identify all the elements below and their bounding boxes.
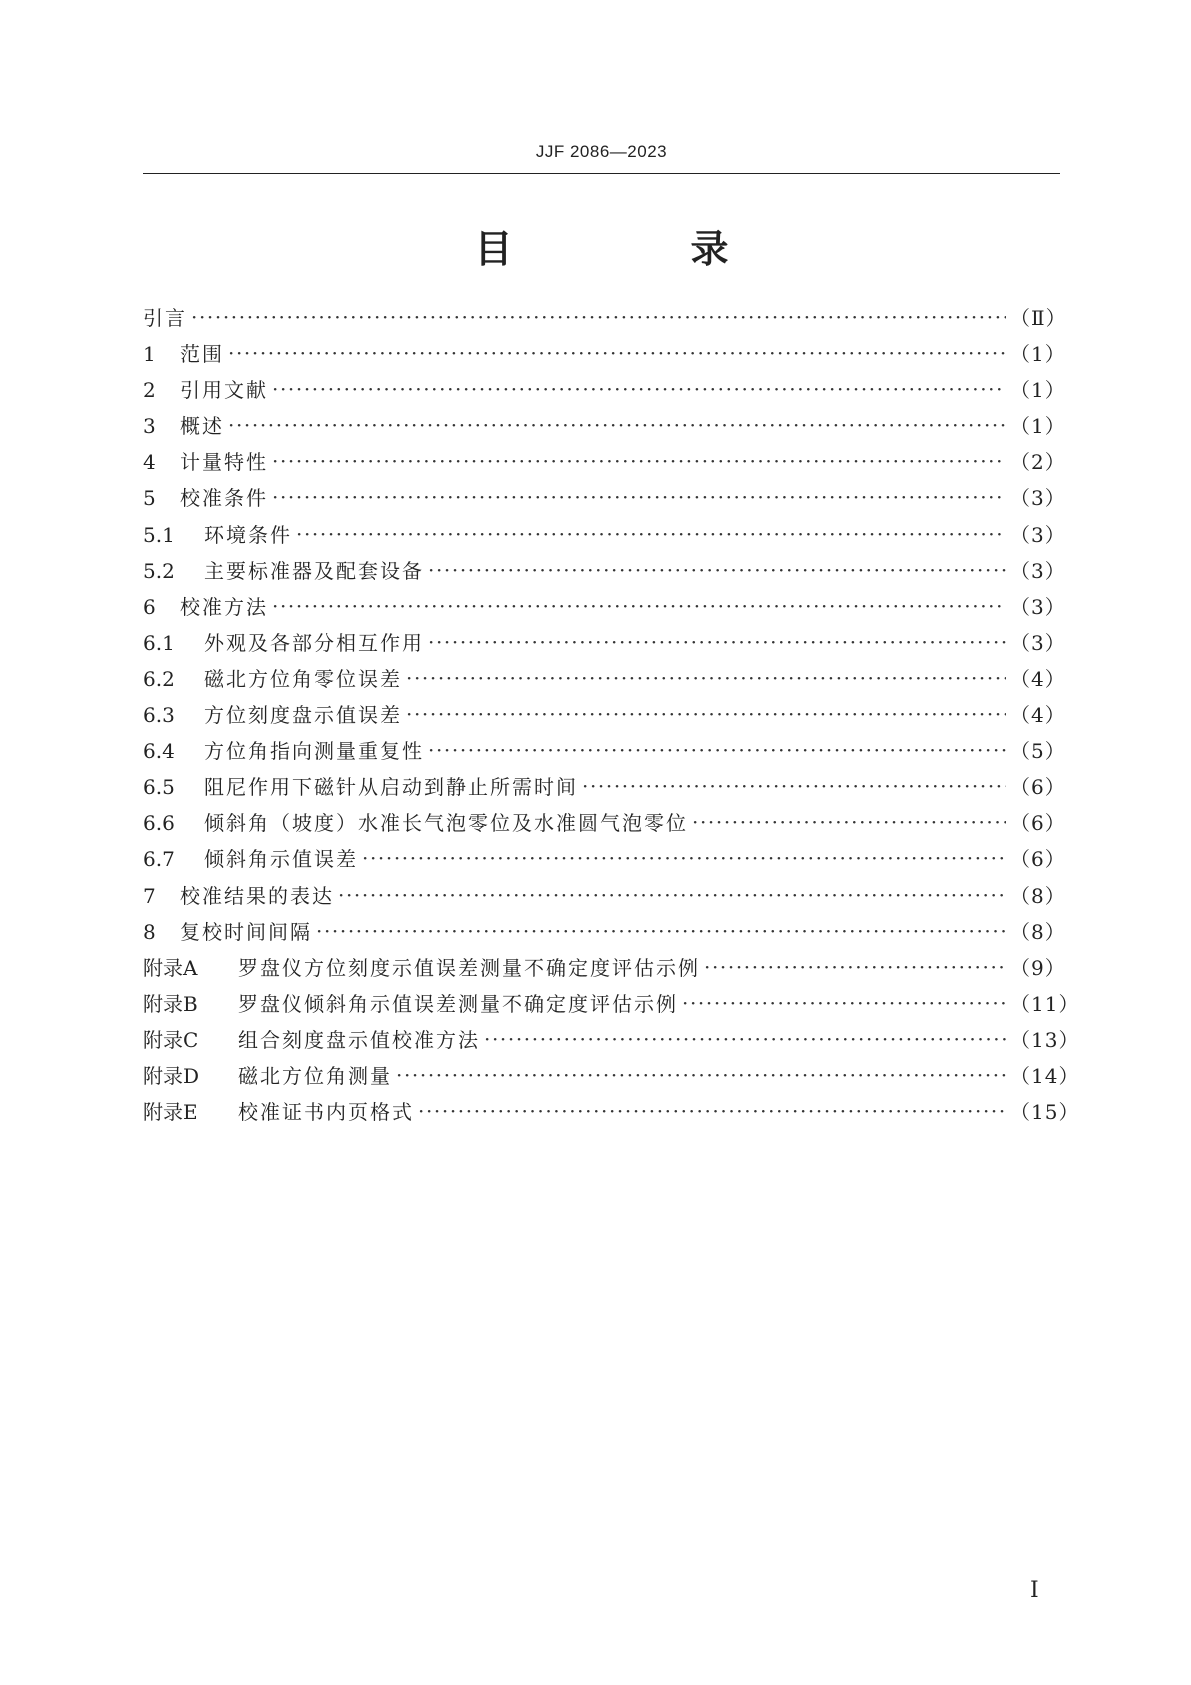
toc-entry[interactable] [143,663,1066,699]
toc-entry[interactable] [143,482,1066,518]
toc-entry-page: （8） [1010,883,1066,908]
toc-entry[interactable] [143,555,1066,591]
toc-entry-title: 磁北方位角零位误差 [204,666,402,691]
toc-entry[interactable] [143,699,1066,735]
toc-entry-page: （2） [1010,450,1066,475]
toc-entry-title: 概述 [180,414,224,439]
toc-dot-leader [484,1027,1006,1047]
toc-entry-number: 6.5 [143,775,175,800]
page-number: Ⅰ [1030,1578,1039,1603]
toc-entry[interactable] [143,735,1066,771]
toc-entry[interactable] [143,1096,1080,1132]
toc-dot-leader [272,377,1006,397]
toc-dot-leader [228,413,1006,433]
toc-entry-title: 方位刻度盘示值误差 [204,703,402,728]
toc-dot-leader [296,522,1006,542]
toc-entry-page: （13） [1010,1027,1080,1052]
toc-entry[interactable] [143,807,1066,843]
toc-dot-leader [418,1099,1006,1119]
toc-entry-number: 6.1 [143,630,175,655]
toc-entry-page: （14） [1010,1063,1080,1088]
toc-dot-leader [191,305,1006,325]
toc-entry-page: （5） [1010,739,1066,764]
toc-entry[interactable] [143,1060,1080,1096]
toc-entry-page: （Ⅱ） [1010,306,1067,330]
toc-entry[interactable] [143,519,1066,555]
toc-dot-leader [704,955,1006,975]
toc-entry-page: （3） [1010,558,1066,583]
toc-dot-leader [406,702,1006,722]
toc-dot-leader [396,1063,1006,1083]
toc-entry-number: 2 [143,378,156,403]
toc-entry[interactable] [143,302,1067,338]
toc-entry-title: 组合刻度盘示值校准方法 [238,1027,480,1052]
toc-entry-number: 5 [143,486,156,511]
toc-entry-title: 校准证书内页格式 [238,1100,414,1125]
toc-entry-number: 6.4 [143,739,175,764]
table-of-contents [143,302,1080,1132]
toc-entry-page: （4） [1010,703,1066,728]
toc-entry[interactable] [143,627,1066,663]
toc-entry-title: 引用文献 [180,378,268,403]
toc-dot-leader [272,594,1006,614]
toc-entry-number: 7 [143,883,156,908]
toc-entry-title: 校准方法 [180,594,268,619]
toc-entry-number: 6.6 [143,811,175,836]
toc-entry-title: 环境条件 [204,522,292,547]
toc-entry-title: 外观及各部分相互作用 [204,630,424,655]
toc-dot-leader [272,485,1006,505]
toc-entry-number: 6 [143,594,156,619]
toc-entry-number: 4 [143,450,156,475]
toc-entry-number: 6.7 [143,847,175,872]
toc-entry-page: （1） [1010,378,1066,403]
toc-entry-page: （15） [1010,1100,1080,1125]
toc-entry-title: 方位角指向测量重复性 [204,739,424,764]
toc-entry-number: 附录E [143,1100,198,1125]
toc-entry-page: （4） [1010,666,1066,691]
toc-entry-page: （3） [1010,486,1066,511]
toc-dot-leader [362,846,1006,866]
toc-entry-number: 3 [143,414,156,439]
running-header: JJF 2086—2023 [535,142,668,161]
toc-entry-number: 8 [143,919,156,944]
toc-entry-number: 5.1 [143,522,175,547]
toc-entry[interactable] [143,916,1066,952]
toc-dot-leader [228,341,1006,361]
toc-entry-number: 1 [143,342,156,367]
toc-entry-title: 计量特性 [180,450,268,475]
toc-entry-page: （6） [1010,811,1066,836]
toc-entry-number: 5.2 [143,558,175,583]
toc-entry-title: 复校时间间隔 [180,919,312,944]
page-title: 目 录 [474,227,799,271]
toc-entry-title: 校准结果的表达 [180,883,334,908]
toc-entry[interactable] [143,591,1066,627]
toc-entry-number: 6.2 [143,666,175,691]
toc-entry-title: 倾斜角示值误差 [204,847,358,872]
toc-entry-page: （11） [1010,991,1080,1016]
toc-entry-title: 校准条件 [180,486,268,511]
toc-dot-leader [682,991,1006,1011]
toc-entry[interactable] [143,338,1066,374]
header-rule [143,173,1060,174]
toc-entry-page: （6） [1010,775,1066,800]
toc-entry[interactable] [143,771,1066,807]
toc-entry-title: 磁北方位角测量 [238,1063,392,1088]
toc-entry[interactable] [143,374,1066,410]
toc-dot-leader [582,774,1006,794]
toc-dot-leader [428,630,1006,650]
toc-entry[interactable] [143,446,1066,482]
toc-entry-page: （3） [1010,522,1066,547]
toc-entry-page: （8） [1010,919,1066,944]
toc-entry-title: 阻尼作用下磁针从启动到静止所需时间 [204,775,578,800]
toc-entry-title: 主要标准器及配套设备 [204,558,424,583]
toc-entry-title: 范围 [180,342,224,367]
toc-entry-number: 6.3 [143,703,175,728]
toc-dot-leader [692,810,1006,830]
toc-entry-title: 倾斜角（坡度）水准长气泡零位及水准圆气泡零位 [204,811,688,836]
toc-entry[interactable] [143,880,1066,916]
toc-entry-page: （3） [1010,594,1066,619]
toc-entry-page: （1） [1010,414,1066,439]
toc-dot-leader [272,449,1006,469]
toc-entry[interactable] [143,410,1066,446]
toc-entry-number: 附录C [143,1027,199,1052]
toc-entry-page: （3） [1010,630,1066,655]
toc-dot-leader [338,883,1006,903]
toc-entry-title: 罗盘仪倾斜角示值误差测量不确定度评估示例 [238,991,678,1016]
toc-entry[interactable] [143,988,1080,1024]
toc-entry-page: （9） [1010,955,1066,980]
toc-dot-leader [428,558,1006,578]
toc-entry-number: 附录D [143,1063,200,1088]
toc-entry-title: 引言 [143,306,187,330]
toc-entry-number: 附录A [143,955,198,980]
toc-entry-title: 罗盘仪方位刻度示值误差测量不确定度评估示例 [238,955,700,980]
toc-dot-leader [406,666,1006,686]
toc-entry-page: （6） [1010,847,1066,872]
toc-entry[interactable] [143,843,1066,879]
toc-dot-leader [316,919,1006,939]
toc-entry[interactable] [143,1024,1080,1060]
toc-entry[interactable] [143,952,1066,988]
toc-entry-number: 附录B [143,991,198,1016]
toc-entry-page: （1） [1010,342,1066,367]
toc-dot-leader [428,738,1006,758]
